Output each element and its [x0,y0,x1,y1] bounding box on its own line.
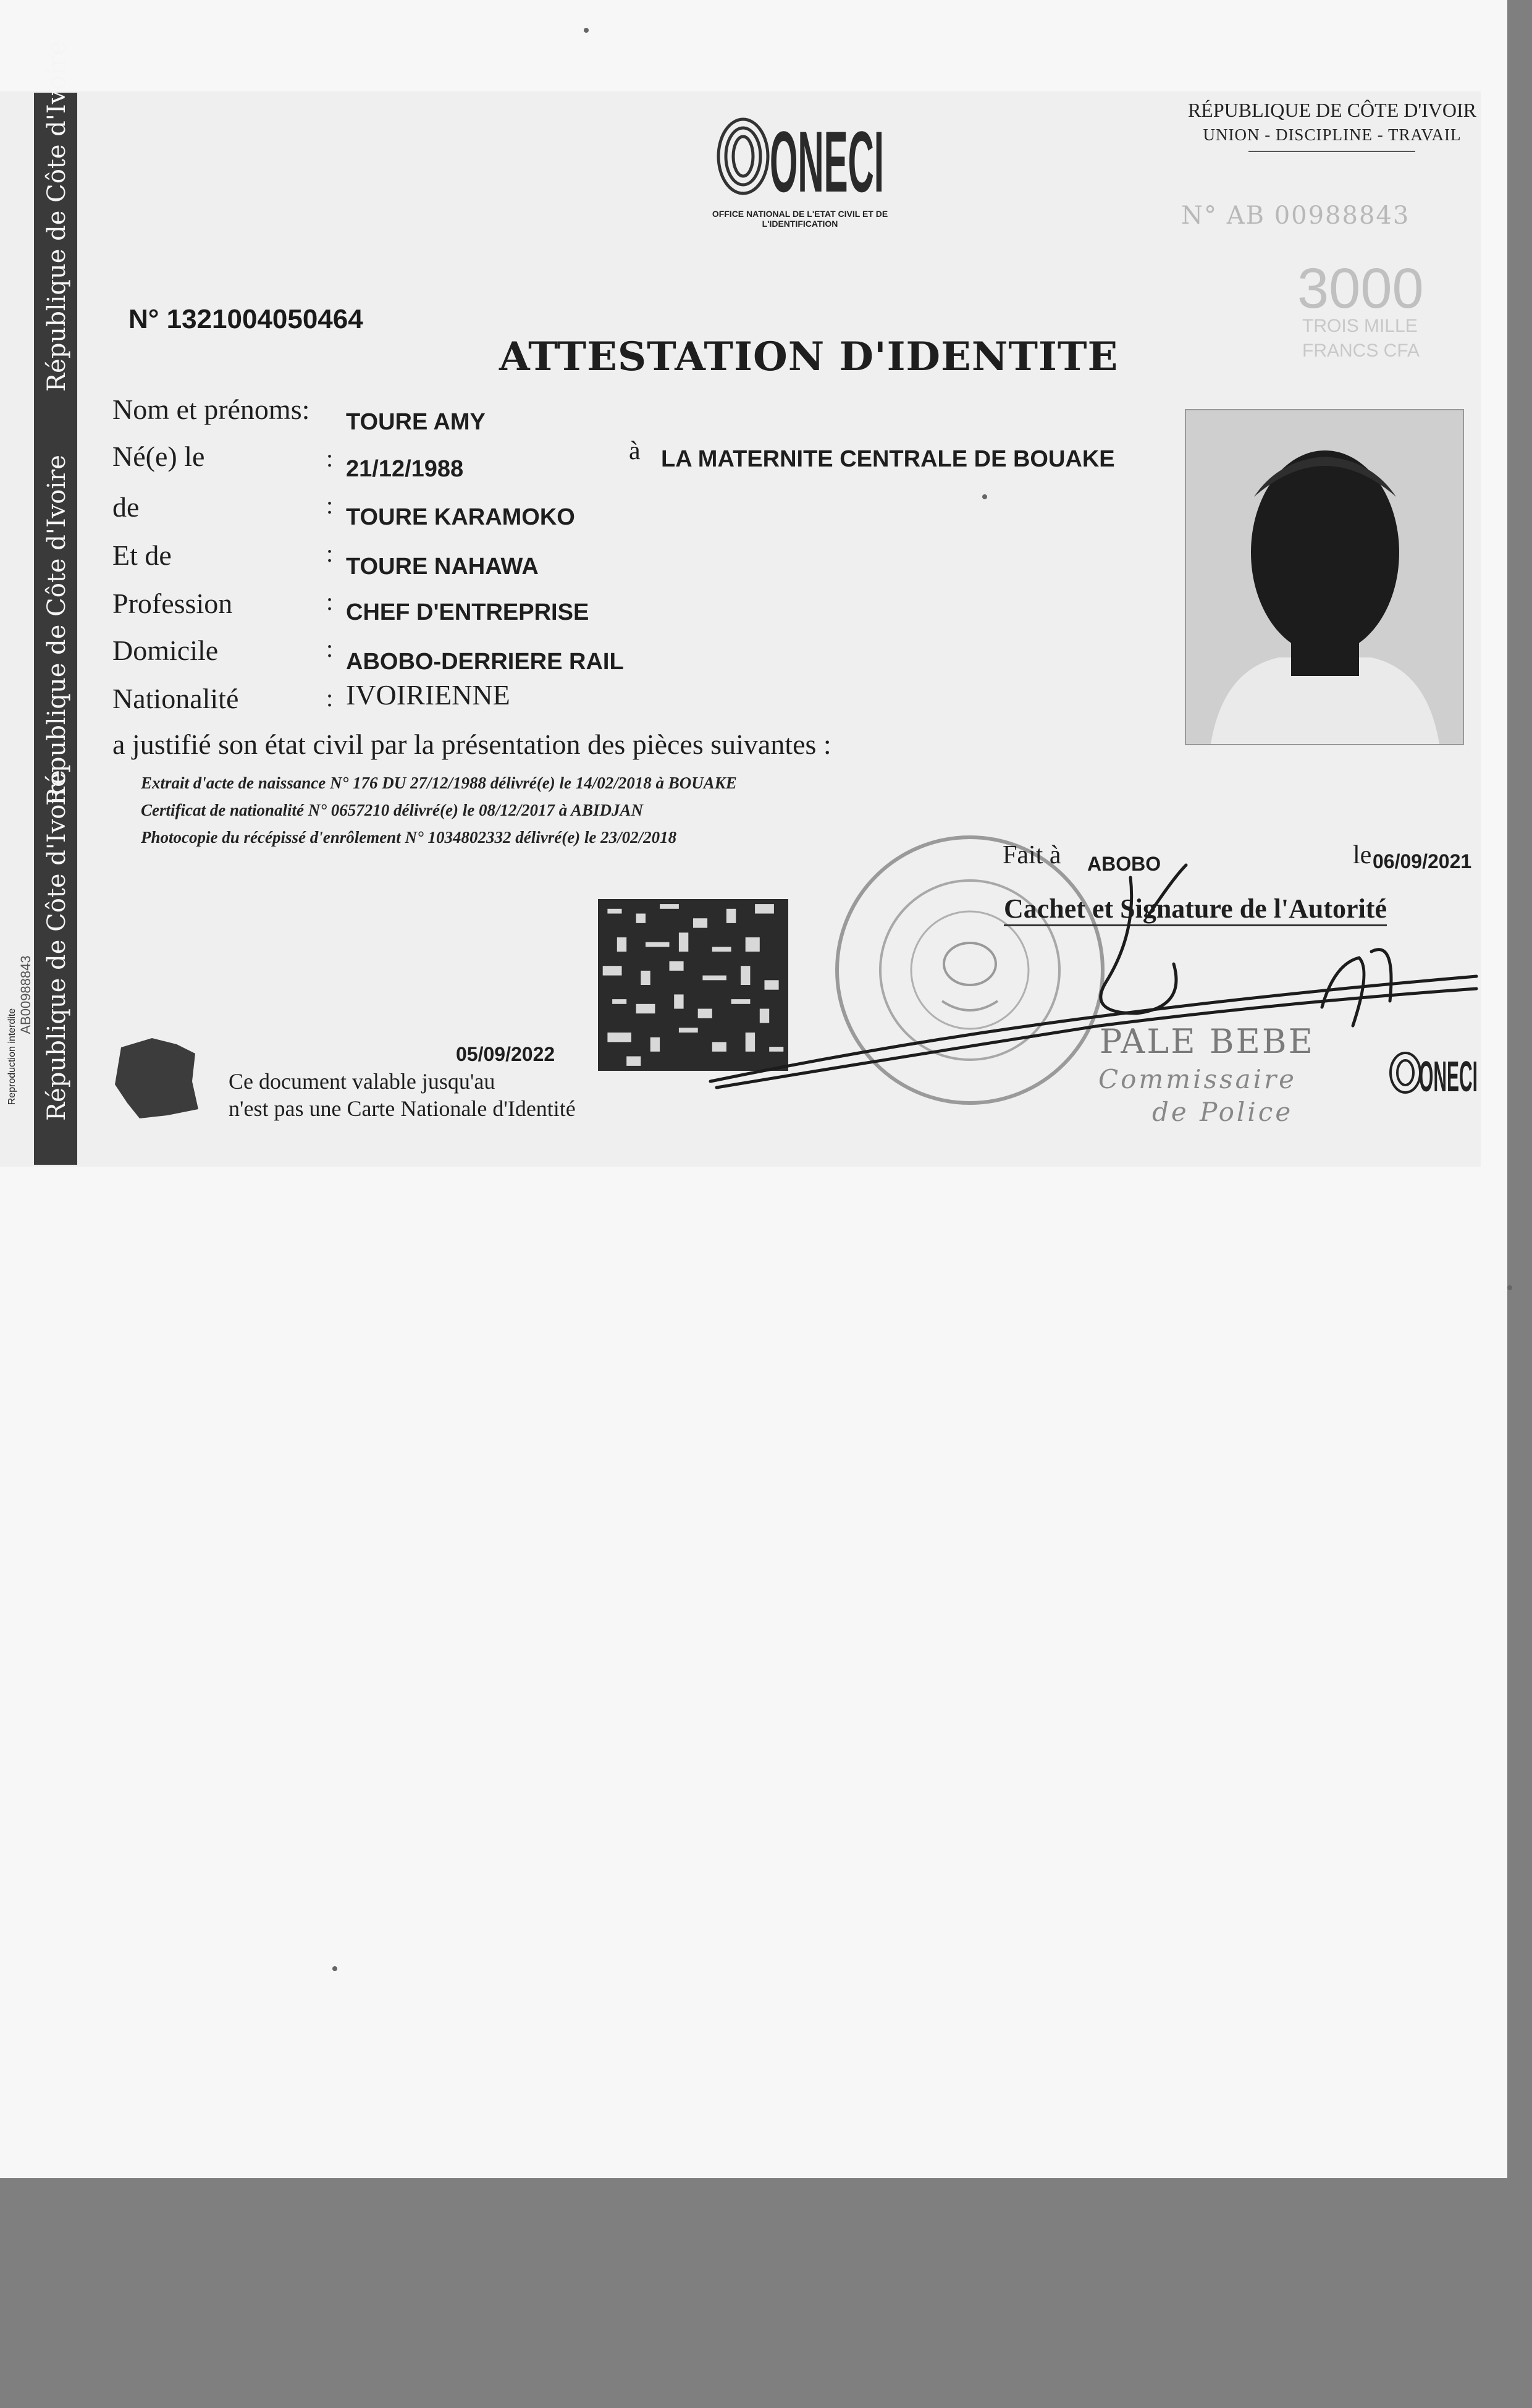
colon: : [326,491,334,519]
label-name: Nom et prénoms: [112,394,310,425]
official-title-line1: Commissaire [1098,1064,1297,1094]
strip-text-top: République de Côte d'Ivoire [43,41,71,392]
scan-speck [584,28,589,33]
birth-at-label: à [629,437,641,465]
validity-line1: Ce document valable jusqu'au [229,1069,495,1094]
oneci-small-logo-text: ONECI [1419,1052,1478,1100]
colon: : [326,635,334,662]
date-label: le [1353,841,1372,869]
piece-birth-certificate: Extrait d'acte de naissance N° 176 DU 27/12/1988 délivré(e) le 14/02/2018 à BOUAKE [141,774,737,792]
strip-repro-notice: Reproduction interdite [7,1008,17,1105]
justification-text: a justifié son état civil par la présentation des pièces suivantes : [112,729,831,760]
cote-divoire-map [109,1035,201,1122]
label-nationality: Nationalité [112,683,239,714]
attestation-number: N° 1321004050464 [128,304,363,334]
value-father: TOURE KARAMOKO [346,504,575,530]
value-domicile: ABOBO-DERRIERE RAIL [346,649,624,675]
scan-speck [332,1966,337,1971]
validity-notice [229,1068,576,1122]
value-birth-date: 21/12/1988 [346,456,464,482]
handwritten-signature [704,840,1483,1112]
value-birth-place: LA MATERNITE CENTRALE DE BOUAKE [661,446,1115,472]
issue-date: 06/09/2021 [1373,850,1472,872]
made-at-place: ABOBO [1087,853,1161,875]
piece-nationality-certificate: Certificat de nationalité N° 0657210 délivré(e) le 08/12/2017 à ABIDJAN [141,801,643,819]
colon: : [326,539,334,567]
label-profession: Profession [112,588,233,619]
form-serial-number: N° AB 00988843 [1181,201,1410,230]
label-father: de [112,491,140,523]
value-name: TOURE AMY [346,409,486,435]
strip-text-bottom: République de Côte d'Ivoire [43,770,71,1121]
price-words-line1: TROIS MILLE [1302,316,1418,336]
label-birth-date: Né(e) le [112,441,205,472]
republic-name: RÉPUBLIQUE DE CÔTE D'IVOIR [1187,99,1476,121]
strip-serial: AB00988843 [18,955,33,1034]
identity-photo [1185,409,1464,745]
colon: : [326,444,334,472]
official-name: PALE BEBE [1100,1022,1315,1061]
oneci-small-logo [1387,1050,1479,1110]
motto-underline [1248,151,1415,152]
scan-speck [982,494,987,499]
made-at-label: Fait à [1003,841,1061,869]
republic-motto: UNION - DISCIPLINE - TRAVAIL [1203,125,1462,144]
oneci-logo-text: ONECI [770,113,884,210]
price-words-line2: FRANCS CFA [1302,340,1420,361]
official-title-line2: de Police [1152,1097,1294,1127]
label-domicile: Domicile [112,635,219,666]
strip-text-middle: République de Côte d'Ivoire [43,455,71,806]
republic-header [1188,99,1476,152]
value-profession: CHEF D'ENTREPRISE [346,599,589,625]
authority-signature-heading: Cachet et Signature de l'Autorité [1004,893,1387,926]
value-mother: TOURE NAHAWA [346,554,539,580]
stamp-price-words [1302,314,1420,363]
document-title: ATTESTATION D'IDENTITE [499,334,1119,380]
scan-speck [1507,1285,1512,1290]
validity-line2: n'est pas une Carte Nationale d'Identité [229,1096,576,1121]
colon: : [326,588,334,615]
validity-date: 05/09/2022 [456,1043,555,1065]
value-nationality: IVOIRIENNE [346,679,510,711]
label-mother: Et de [112,539,172,571]
stamp-price: 3000 [1297,257,1424,320]
piece-enrolment-receipt: Photocopie du récépissé d'enrôlement N° 1034802332 délivré(e) le 23/02/2018 [141,828,677,847]
colon: : [326,684,334,712]
oneci-subtitle: OFFICE NATIONAL DE L'ETAT CIVIL ET DE L'IDENTIFICATION [712,209,888,229]
